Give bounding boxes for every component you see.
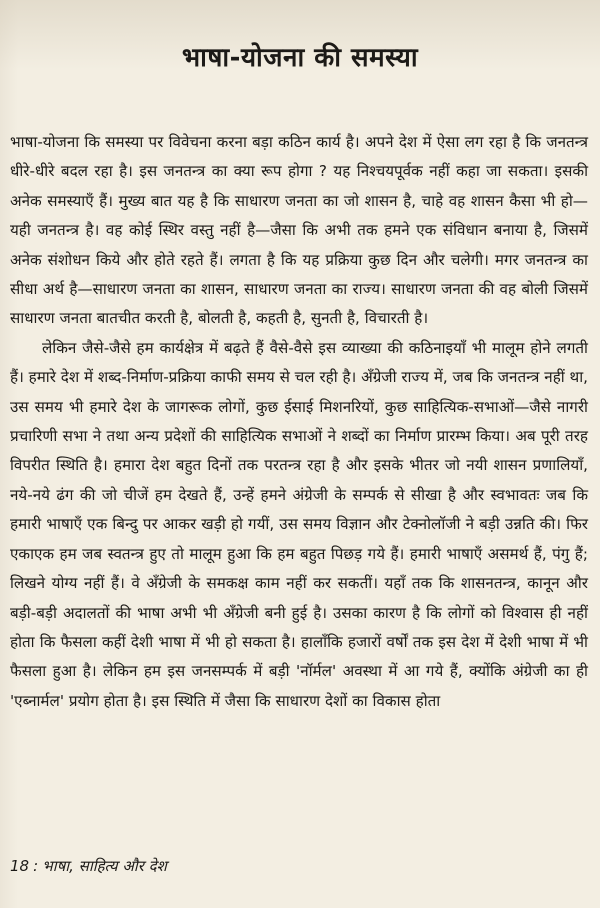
page-number: 18 — [10, 857, 30, 875]
paragraph-2: लेकिन जैसे-जैसे हम कार्यक्षेत्र में बढ़ते हैं वैसे-वैसे इस व्याख्या की कठिनाइयाँ भी मालूम होने लगती हैं। हमारे देश में शब्द-निर्माण-प्रक्रिया काफी समय से चल रही है। अँग्रेजी राज्य में, जब कि जनतन्त्र नहीं था, उस समय भी हमारे देश के जागरूक लोगों, कुछ ईसाई मिशनरियों, कुछ साहित्यिक-सभाओं—जैसे नागरी प्रचारिणी सभा ने तथा अन्य प्रदेशों की साहित्यिक सभाओं ने शब्दों का निर्माण प्रारम्भ किया। अब पूरी तरह विपरीत स्थिति है। हमारा देश बहुत दिनों तक परतन्त्र रहा है और इसके भीतर जो नयी शासन प्रणालियाँ, नये-नये ढंग की जो चीजें हम देखते हैं, उन्हें हमने अंग्रेजी के सम्पर्क से सीखा है और स्वभावतः जब कि हमारी भाषाएँ एक बिन्दु पर आकर खड़ी हो गयीं, उस समय विज्ञान और टेक्नोलॉजी ने बड़ी उन्नति की। फिर एकाएक हम जब स्वतन्त्र हुए तो मालूम हुआ कि हम बहुत पिछड़ गये हैं। हमारी भाषाएँ असमर्थ हैं, पंगु हैं; लिखने योग्य नहीं हैं। वे अँग्रेजी के समकक्ष काम नहीं कर सकतीं। यहाँ तक कि शासनतन्त्र, कानून और बड़ी-बड़ी अदालतों की भाषा अभी भी अँग्रेजी बनी हुई है। उसका कारण है कि लोगों को विश्वास ही नहीं होता कि फैसला कहीं देशी भाषा में भी हो सकता है। हालाँकि हजारों वर्षों तक इस देश में देशी भाषा में भी फैसला हुआ है। लेकिन हम इस जनसम्पर्क में बड़ी 'नॉर्मल' अवस्था में आ गये हैं, क्योंकि अंग्रेजी का ही 'एब्नार्मल' प्रयोग होता है। इस स्थिति में जैसा कि साधारण देशों का विकास होता — [10, 338, 588, 710]
body-text — [10, 128, 588, 716]
book-title: भाषा, साहित्य और देश — [42, 857, 167, 875]
page-footer — [10, 856, 167, 876]
footer-separator: : — [33, 857, 39, 875]
page-title: भाषा-योजना की समस्या — [181, 43, 419, 73]
paragraph-1: भाषा-योजना कि समस्या पर विवेचना करना बड़ा कठिन कार्य है। अपने देश में ऐसा लग रहा है कि जनतन्त्र धीरे-धीरे बदल रहा है। इस जनतन्त्र का क्या रूप होगा ? यह निश्चयपूर्वक नहीं कहा जा सकता। इसकी अनेक समस्याएँ हैं। मुख्य बात यह है कि साधारण जनता का जो शासन है, चाहे वह शासन कैसा भी हो—यही जनतन्त्र है। वह कोई स्थिर वस्तु नहीं है—जैसा कि अभी तक हमने एक संविधान बनाया है, जिसमें अनेक संशोधन किये और होते रहते हैं। लगता है कि यह प्रक्रिया कुछ दिन और चलेगी। मगर जनतन्त्र का सीधा अर्थ है—साधारण जनता का शासन, साधारण जनता का राज्य। साधारण जनता की वह बोली जिसमें साधारण जनता बातचीत करती है, बोलती है, कहती है, सुनती है, विचारती है। — [10, 133, 588, 328]
